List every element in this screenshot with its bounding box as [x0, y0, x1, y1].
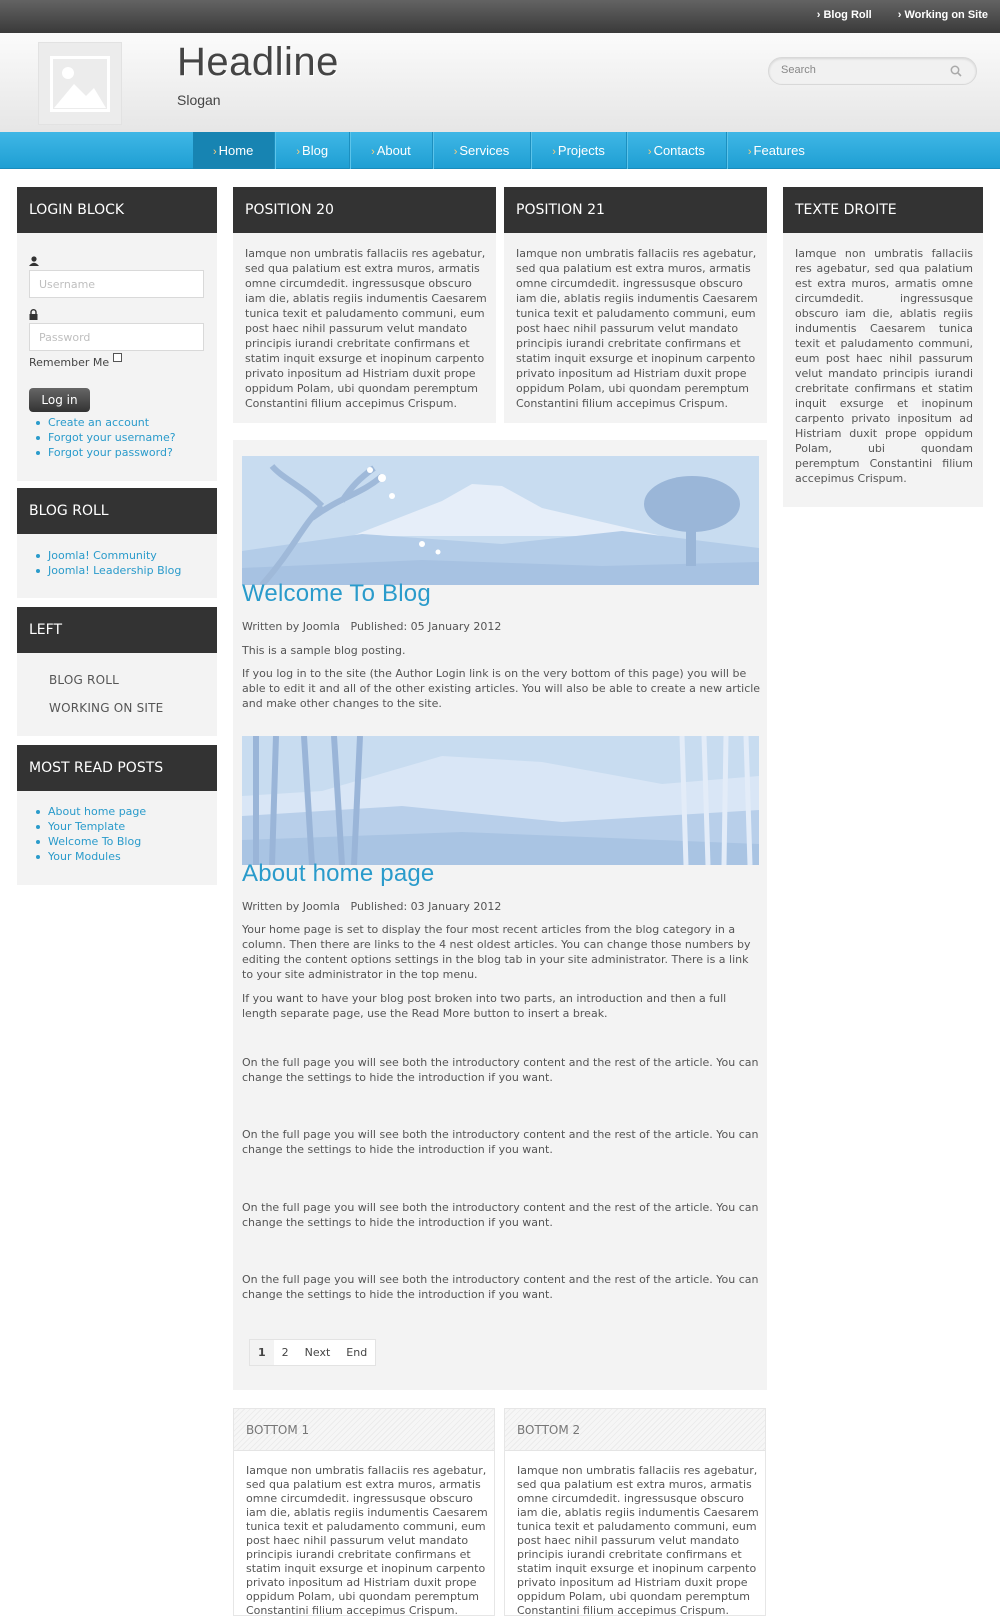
username-field[interactable]	[29, 270, 204, 298]
article-title[interactable]: About home page	[242, 860, 435, 887]
login-button[interactable]: Log in	[29, 388, 90, 412]
nav-label: Projects	[557, 143, 605, 158]
position-21-title: POSITION 21	[504, 187, 767, 233]
nav-item-contacts[interactable]	[627, 132, 727, 169]
create-account-link[interactable]: Create an account	[48, 415, 176, 430]
nav-item-features[interactable]	[727, 132, 826, 169]
nav-label: Features	[753, 143, 805, 158]
top-link-blog-roll[interactable]: › Blog Roll	[816, 9, 872, 21]
blog-content	[233, 440, 767, 1390]
article-meta: Written by Joomla Published: 03 January 2012	[242, 900, 502, 913]
top-links	[817, 9, 988, 21]
site-slogan: Slogan	[177, 92, 221, 108]
nav-item-blog[interactable]	[275, 132, 350, 169]
nav-item-about[interactable]	[350, 132, 433, 169]
bottom-1-block	[233, 1408, 495, 1616]
top-link-working-on-site[interactable]: › Working on Site	[897, 9, 988, 21]
end-page-link[interactable]: End	[346, 1346, 368, 1359]
bottom-2-text: Iamque non umbratis fallaciis res agebatur, sed qua palatium est extra muros, armatis omne circumdedit. ingressusque obscuro iam die, ablatis regiis indumentis Caesarem tunica texit et paludamento communi, eum post haec nihil passurum velut mandato principis iurandi crebritate confirmans et statim inquit exsurge et inopinum carpento privato inpositum ad Histriam duxit prope oppidum Polam, ubi quondam peremptum Constantini filium accepimus Crispum.	[517, 1464, 759, 1616]
most-read-link[interactable]: About home page	[48, 805, 147, 818]
article-paragraph: On the full page you will see both the introductory content and the rest of the article. You can change the settings to hide the introduction if you want.	[242, 1273, 759, 1301]
article-paragraph: This is a sample blog posting.	[242, 644, 406, 657]
left-block	[17, 607, 217, 736]
chevron-right-icon: ›	[371, 146, 375, 158]
bamboo-landscape-illustration	[242, 736, 759, 865]
search-icon[interactable]	[950, 65, 962, 77]
login-block-title: LOGIN BLOCK	[17, 187, 217, 233]
remember-me-checkbox[interactable]	[113, 353, 122, 362]
most-read-link[interactable]: Your Modules	[48, 849, 146, 864]
site-header	[0, 33, 1000, 132]
most-read-block	[17, 745, 217, 885]
position-20-block	[233, 187, 496, 423]
article-paragraph: On the full page you will see both the introductory content and the rest of the article. You can change the settings to hide the introduction if you want.	[242, 1056, 759, 1084]
article-paragraph: If you log in to the site (the Author Login link is on the very bottom of this page) you will be able to edit it and all of the other existing articles. You will also be able to create a new article and make other changes to the site.	[242, 667, 761, 710]
texte-droite-text: Iamque non umbratis fallaciis res agebatur, sed qua palatium est extra muros, armatis omne circumdedit. ingressusque obscuro iam die, ablatis regiis indumentis Caesarem tunica texit et paludamento communi, eum post haec nihil passurum velut mandato principis iurandi crebritate confirmans et statim inquit exsurge et inopinum carpento privato inpositum ad Histriam duxit prope oppidum Polam, ubi quondam peremptum Constantini filium accepimus Crispum.	[795, 247, 973, 485]
blog-roll-link[interactable]: Joomla! Leadership Blog	[48, 564, 182, 577]
position-20-title: POSITION 20	[233, 187, 496, 233]
left-menu-item-blog-roll[interactable]: BLOG ROLL	[49, 673, 120, 687]
search-input[interactable]	[781, 64, 951, 76]
forgot-password-link[interactable]: Forgot your password?	[48, 445, 176, 460]
bottom-2-block	[504, 1408, 766, 1616]
nav-label: Home	[218, 143, 254, 158]
forgot-username-link[interactable]: Forgot your username?	[48, 431, 176, 444]
password-field[interactable]	[29, 323, 204, 351]
login-block	[17, 187, 217, 481]
image-placeholder-icon	[50, 56, 110, 112]
article-paragraph: If you want to have your blog post broken into two parts, an introduction and then a full length separate page, use the Read More button to insert a break.	[242, 992, 727, 1020]
nav-label: About	[376, 143, 411, 158]
next-page-link[interactable]: Next	[304, 1346, 331, 1359]
left-menu-item-working-on-site[interactable]: WORKING ON SITE	[49, 701, 164, 715]
bottom-1-title: BOTTOM 1	[234, 1409, 494, 1451]
chevron-right-icon: ›	[552, 146, 556, 158]
article-title[interactable]: Welcome To Blog	[242, 580, 431, 607]
article-meta: Written by Joomla Published: 05 January 2012	[242, 620, 502, 633]
search-box[interactable]	[768, 57, 977, 85]
chevron-right-icon: ›	[296, 146, 301, 158]
article-image[interactable]	[242, 736, 759, 865]
top-bar	[0, 0, 1000, 33]
texte-droite-title: TEXTE DROITE	[783, 187, 983, 233]
left-menu	[49, 673, 163, 715]
nav-item-home[interactable]	[193, 132, 275, 169]
most-read-links	[29, 804, 146, 864]
nav-item-services[interactable]	[433, 132, 532, 169]
chevron-right-icon: ›	[747, 146, 752, 158]
bottom-1-text: Iamque non umbratis fallaciis res agebatur, sed qua palatium est extra muros, armatis omne circumdedit. ingressusque obscuro iam die, ablatis regiis indumentis Caesarem tunica texit et paludamento communi, eum post haec nihil passurum velut mandato principis iurandi crebritate confirmans et statim inquit exsurge et inopinum carpento privato inpositum ad Histriam duxit prope oppidum Polam, ubi quondam peremptum Constantini filium accepimus Crispum.	[246, 1464, 488, 1616]
article-paragraph: Your home page is set to display the four most recent articles from the blog category in a column. Then there are links to the 4 nest oldest articles. You can change those numbers by editing the content options settings in the blog tab in your site administrator. There is a link to your site administrator in the top menu.	[242, 923, 751, 981]
most-read-link[interactable]: Welcome To Blog	[48, 834, 146, 849]
remember-me-row	[29, 356, 122, 369]
article-image[interactable]	[242, 456, 759, 585]
nav-label: Services	[459, 143, 510, 158]
login-links	[29, 415, 176, 460]
main-nav	[0, 132, 1000, 169]
most-read-link[interactable]: Your Template	[48, 819, 146, 834]
most-read-title: MOST READ POSTS	[17, 745, 217, 791]
blog-roll-links	[29, 548, 181, 578]
mountain-landscape-illustration	[242, 456, 759, 585]
page-2-link[interactable]: 2	[281, 1346, 289, 1359]
chevron-right-icon: ›	[213, 146, 217, 158]
site-logo[interactable]	[38, 42, 122, 125]
chevron-right-icon: ›	[647, 146, 652, 158]
remember-me-label: Remember Me	[29, 356, 110, 369]
article-paragraph: On the full page you will see both the introductory content and the rest of the article. You can change the settings to hide the introduction if you want.	[242, 1128, 759, 1156]
position-21-text: Iamque non umbratis fallaciis res agebatur, sed qua palatium est extra muros, armatis omne circumdedit. ingressusque obscuro iam die, ablatis regiis indumentis Caesarem tunica texit et paludamento communi, eum post haec nihil passurum velut mandato principis iurandi crebritate confirmans et statim inquit exsurge et inopinum carpento privato inpositum ad Histriam duxit prope oppidum Polam, ubi quondam peremptum Constantini filium accepimus Crispum.	[516, 247, 758, 410]
texte-droite-block	[783, 187, 983, 507]
nav-item-projects[interactable]	[531, 132, 627, 169]
left-block-title: LEFT	[17, 607, 217, 653]
article-paragraph: On the full page you will see both the introductory content and the rest of the article. You can change the settings to hide the introduction if you want.	[242, 1201, 759, 1229]
bottom-2-title: BOTTOM 2	[505, 1409, 765, 1451]
chevron-right-icon: ›	[453, 146, 458, 158]
top-link-label: Working on Site	[904, 9, 988, 21]
blog-roll-link[interactable]: Joomla! Community	[48, 548, 181, 563]
page-1-link[interactable]: 1	[250, 1340, 274, 1365]
site-headline[interactable]: Headline	[177, 40, 339, 84]
nav-label: Contacts	[653, 143, 705, 158]
user-icon	[29, 256, 39, 266]
blog-roll-title: BLOG ROLL	[17, 488, 217, 534]
top-link-label: Blog Roll	[823, 9, 872, 21]
pagination	[249, 1339, 376, 1366]
lock-icon	[29, 309, 38, 320]
position-21-block	[504, 187, 767, 423]
position-20-text: Iamque non umbratis fallaciis res agebatur, sed qua palatium est extra muros, armatis omne circumdedit. ingressusque obscuro iam die, ablatis regiis indumentis Caesarem tunica texit et paludamento communi, eum post haec nihil passurum velut mandato principis iurandi crebritate confirmans et statim inquit exsurge et inopinum carpento privato inpositum ad Histriam duxit prope oppidum Polam, ubi quondam peremptum Constantini filium accepimus Crispum.	[245, 247, 487, 410]
nav-label: Blog	[302, 143, 329, 158]
blog-roll-block	[17, 488, 217, 598]
